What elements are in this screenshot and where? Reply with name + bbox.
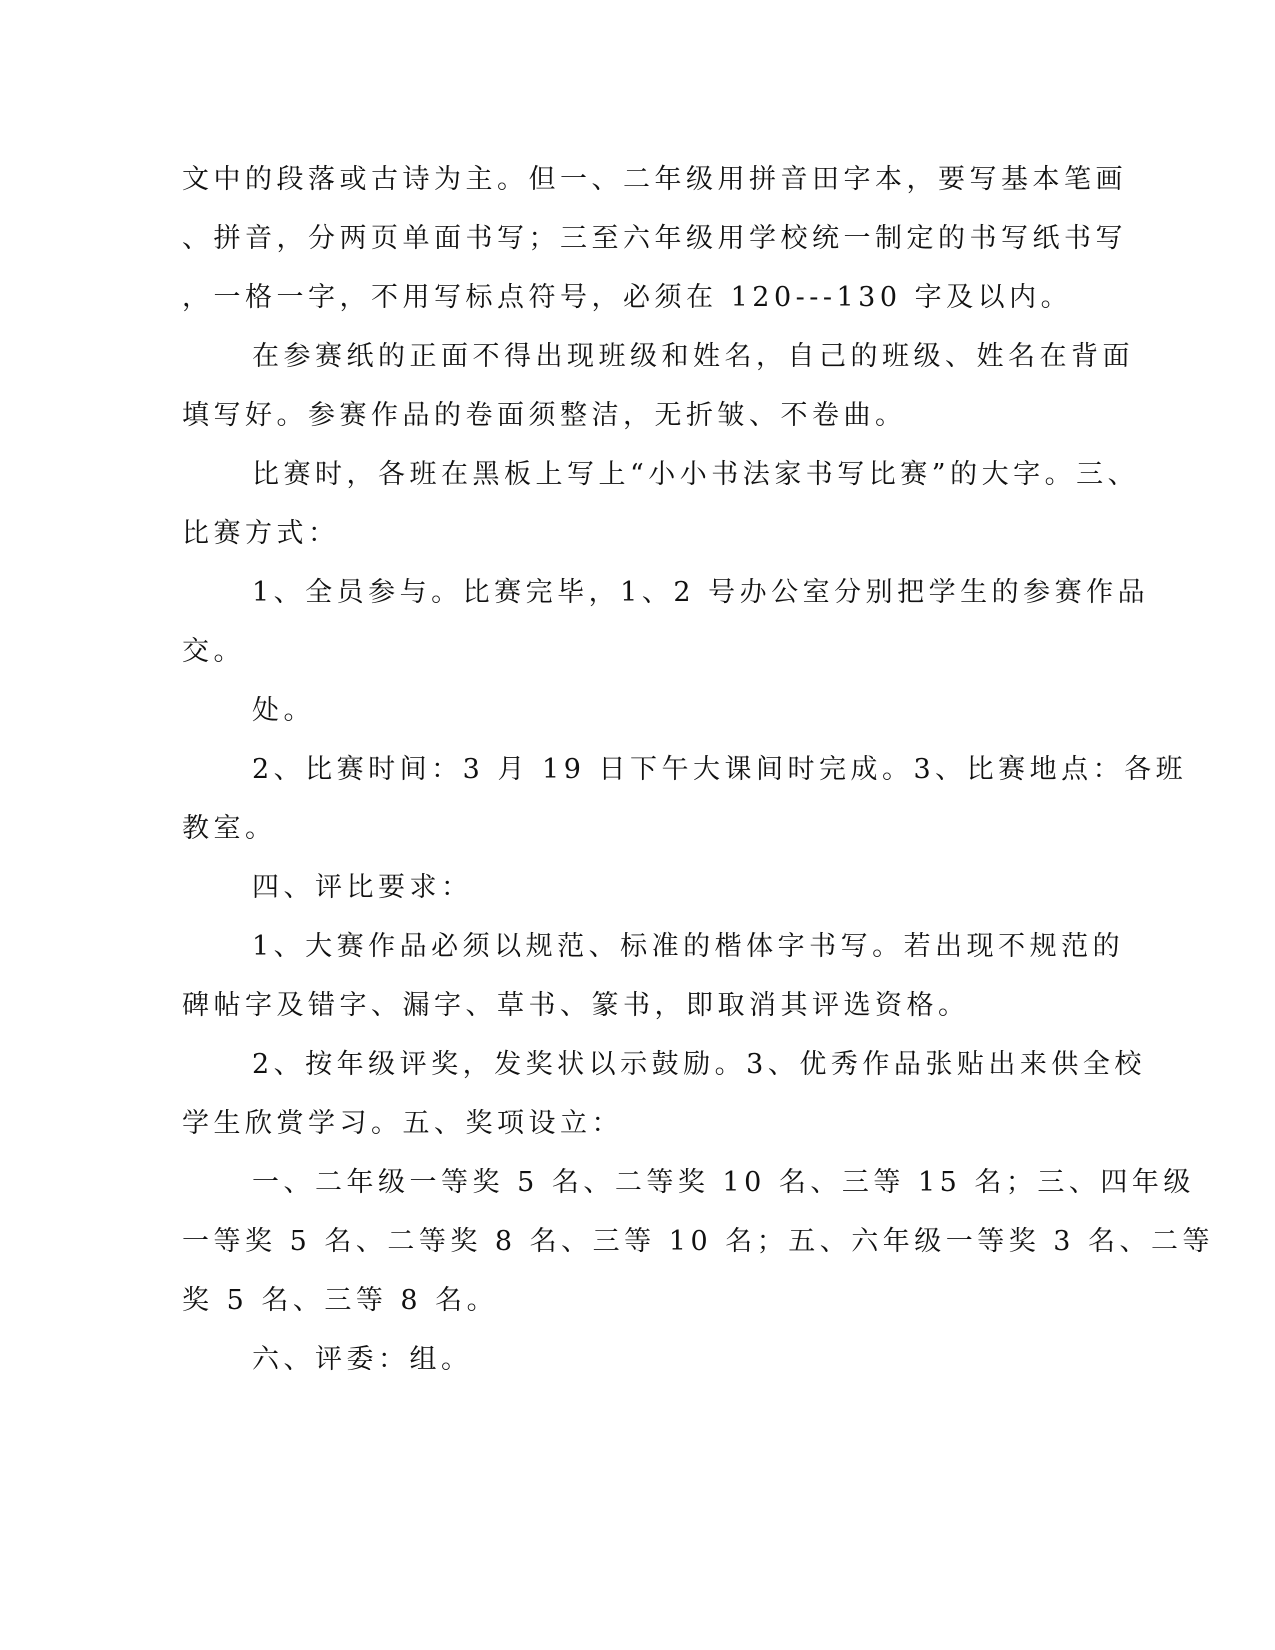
text-line: 比赛方式： xyxy=(182,518,340,549)
paragraph-first-line: 2、按年级评奖，发奖状以示鼓励。3、优秀作品张贴出来供全校 xyxy=(252,1049,1146,1080)
paragraph-first-line: 在参赛纸的正面不得出现班级和姓名，自己的班级、姓名在背面 xyxy=(252,341,1134,372)
section-heading: 六、评委：组。 xyxy=(252,1344,473,1375)
text-line: 一等奖 5 名、二等奖 8 名、三等 10 名；五、六年级一等奖 3 名、二等 xyxy=(182,1226,1215,1257)
text-line: 文中的段落或古诗为主。但一、二年级用拼音田字本，要写基本笔画 xyxy=(182,164,1127,195)
section-heading: 四、评比要求： xyxy=(252,872,473,903)
text-line: 学生欣赏学习。五、奖项设立： xyxy=(182,1108,623,1139)
text-line: 碑帖字及错字、漏字、草书、篆书，即取消其评选资格。 xyxy=(182,990,970,1021)
paragraph-first-line: 2、比赛时间：3 月 19 日下午大课间时完成。3、比赛地点：各班 xyxy=(252,754,1188,785)
text-line: ，一格一字，不用写标点符号，必须在 120---130 字及以内。 xyxy=(182,282,1073,313)
text-line: 交。 xyxy=(182,636,245,667)
text-line: 、拼音，分两页单面书写；三至六年级用学校统一制定的书写纸书写 xyxy=(182,223,1127,254)
paragraph-first-line: 一、二年级一等奖 5 名、二等奖 10 名、三等 15 名；三、四年级 xyxy=(252,1167,1195,1198)
paragraph-first-line: 处。 xyxy=(252,695,315,726)
paragraph-first-line: 比赛时，各班在黑板上写上“小小书法家书写比赛”的大字。三、 xyxy=(252,459,1140,490)
paragraph-first-line: 1、大赛作品必须以规范、标准的楷体字书写。若出现不规范的 xyxy=(252,931,1125,962)
text-line: 教室。 xyxy=(182,813,277,844)
text-line: 奖 5 名、三等 8 名。 xyxy=(182,1285,499,1316)
text-line: 填写好。参赛作品的卷面须整洁，无折皱、不卷曲。 xyxy=(182,400,907,431)
paragraph-first-line: 1、全员参与。比赛完毕，1、2 号办公室分别把学生的参赛作品 xyxy=(252,577,1150,608)
